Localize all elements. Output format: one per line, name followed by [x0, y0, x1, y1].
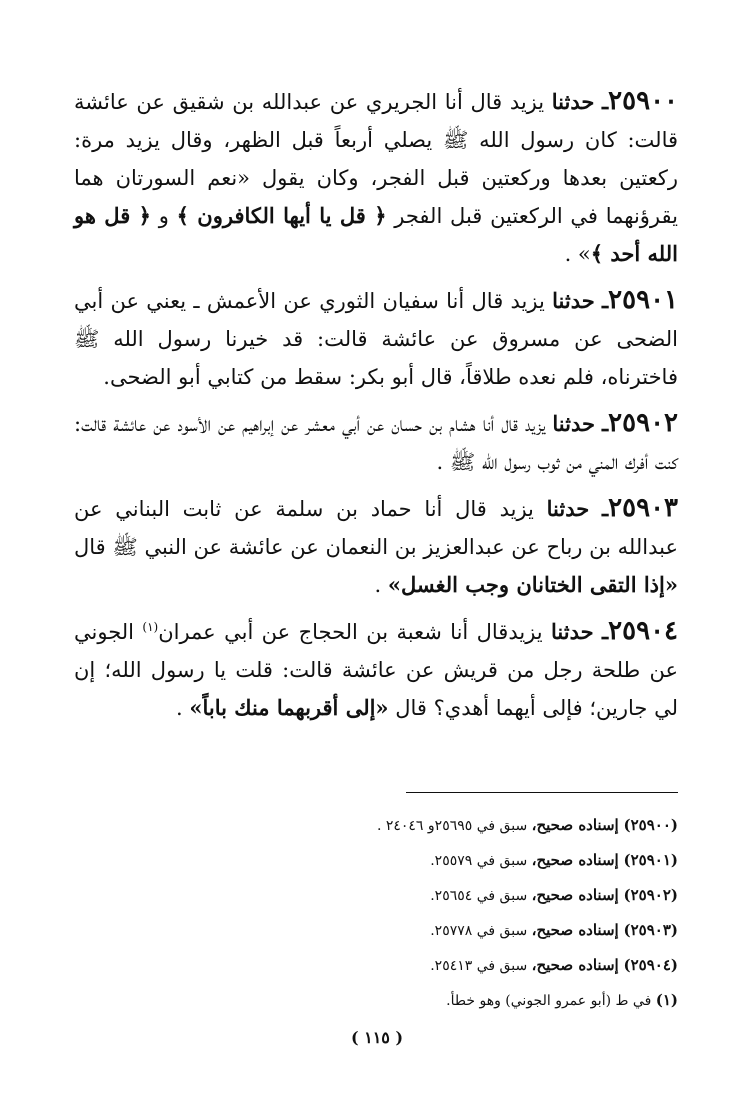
hadith-dash: ـ: [602, 411, 609, 436]
footnote-divider: [406, 792, 678, 793]
hadith-text: يزيد قال أنا الجريري عن عبدالله بن شقيق عن عائشة قالت: كان رسول الله ﷺ يصلي أربعاً قبل الظهر، وقال يزيد مرة: ركعتين بعدها وركعتين قبل الفجر، وكان يقول «نعم السورتان هما يقرؤنهما في الركعتين قبل الفجر: [74, 90, 678, 228]
note-25900: [74, 808, 678, 843]
hadith-text: .: [374, 573, 388, 597]
note-number: (١): [655, 991, 678, 1009]
hadith-text: يزيد قال أنا حماد بن سلمة عن ثابت البناني عن عبدالله بن رباح عن عبدالعزيز بن النعمان عن عائشة عن النبي ﷺ قال: [74, 497, 678, 559]
quran-quote: ﴿ قل هو الله أحد ﴾: [74, 203, 678, 266]
hadith-dash: ـ: [602, 496, 609, 521]
note-number: (٢٥٩٠١): [623, 851, 678, 869]
note-text: في ط (أبو عمرو الجوني) وهو خطأ.: [446, 993, 656, 1009]
note-25904: [74, 948, 678, 983]
note-ref: سبق في ٢٥٧٧٨.: [430, 923, 532, 939]
hadith-25901: [74, 281, 678, 396]
quran-quote: ﴿ قل يا أيها الكافرون ﴾: [176, 203, 387, 228]
hadith-text: يزيد قال أنا سفيان الثوري عن الأعمش ـ يعني عن أبي الضحى عن مسروق عن عائشة قالت: قد خيرنا رسول الله ﷺ فاخترناه، فلم نعده طلاقاً، قال أبو بكر: سقط من كتابي أبو الضحى.: [74, 289, 678, 389]
hadith-25903: [74, 489, 678, 604]
note-25901: [74, 843, 678, 878]
hadith-keyword: حدثنا: [546, 496, 590, 521]
prophetic-quote: «إلى أقربهما منك باباً»: [189, 695, 389, 720]
hadith-text: يزيدقال أنا شعبة بن الحجاج عن أبي عمران: [158, 620, 552, 644]
note-status: إسناده صحيح،: [531, 956, 619, 974]
hadith-25904: [74, 612, 678, 727]
hadith-25900: [74, 82, 678, 273]
note-ref: سبق في ٢٥٤١٣.: [430, 958, 532, 974]
note-number: (٢٥٩٠٢): [623, 886, 678, 904]
hadith-text: الجوني عن طلحة رجل من قريش عن عائشة قالت: قلت يا رسول الله؛ إن لي جارين؛ فإلى أيهما أهدي؟ قال: [74, 620, 678, 720]
note-ref: سبق في ٢٥٥٧٩.: [430, 853, 532, 869]
footnote-marker: (١): [142, 620, 159, 634]
hadith-text: يزيد قال أنا هشام بن حسان عن أبي معشر عن إبراهيم عن الأسود عن عائشة قالت: كنت أفرك المني من ثوب رسول الله ﷺ .: [74, 412, 678, 474]
hadith-number: ٢٥٩٠٠: [608, 86, 678, 116]
hadith-dash: ـ: [602, 89, 609, 114]
note-25902: [74, 878, 678, 913]
note-status: إسناده صحيح،: [531, 851, 619, 869]
note-ref: سبق في ٢٥٦٩٥و ٢٤٠٤٦ .: [376, 818, 532, 834]
hadith-dash: ـ: [602, 619, 609, 644]
footnotes: [74, 808, 678, 1018]
note-number: (٢٥٩٠٠): [623, 816, 678, 834]
hadith-keyword: حدثنا: [551, 89, 595, 114]
hadith-number: ٢٥٩٠١: [608, 285, 678, 315]
note-status: إسناده صحيح،: [531, 816, 619, 834]
note-25903: [74, 913, 678, 948]
hadith-25902: [74, 404, 678, 481]
hadith-text: و: [150, 204, 177, 228]
hadith-keyword: حدثنا: [552, 411, 595, 436]
hadith-number: ٢٥٩٠٤: [608, 616, 678, 646]
hadith-number: ٢٥٩٠٢: [608, 408, 678, 438]
hadith-keyword: حدثنا: [552, 288, 595, 313]
note-status: إسناده صحيح،: [531, 921, 619, 939]
hadith-text: .: [175, 696, 190, 720]
note-number: (٢٥٩٠٣): [623, 921, 678, 939]
hadith-dash: ـ: [602, 288, 609, 313]
prophetic-quote: «إذا التقى الختانان وجب الغسل»: [387, 572, 678, 597]
note-number: (٢٥٩٠٤): [623, 956, 678, 974]
main-text: [74, 82, 678, 735]
hadith-number: ٢٥٩٠٣: [608, 493, 678, 523]
hadith-keyword: حدثنا: [551, 619, 594, 644]
hadith-text: » .: [564, 242, 591, 266]
page-number: ( ١١٥ ): [350, 1028, 404, 1047]
note-ref: سبق في ٢٥٦٥٤.: [430, 888, 532, 904]
note-status: إسناده صحيح،: [531, 886, 619, 904]
note-footnote-1: [74, 983, 678, 1018]
